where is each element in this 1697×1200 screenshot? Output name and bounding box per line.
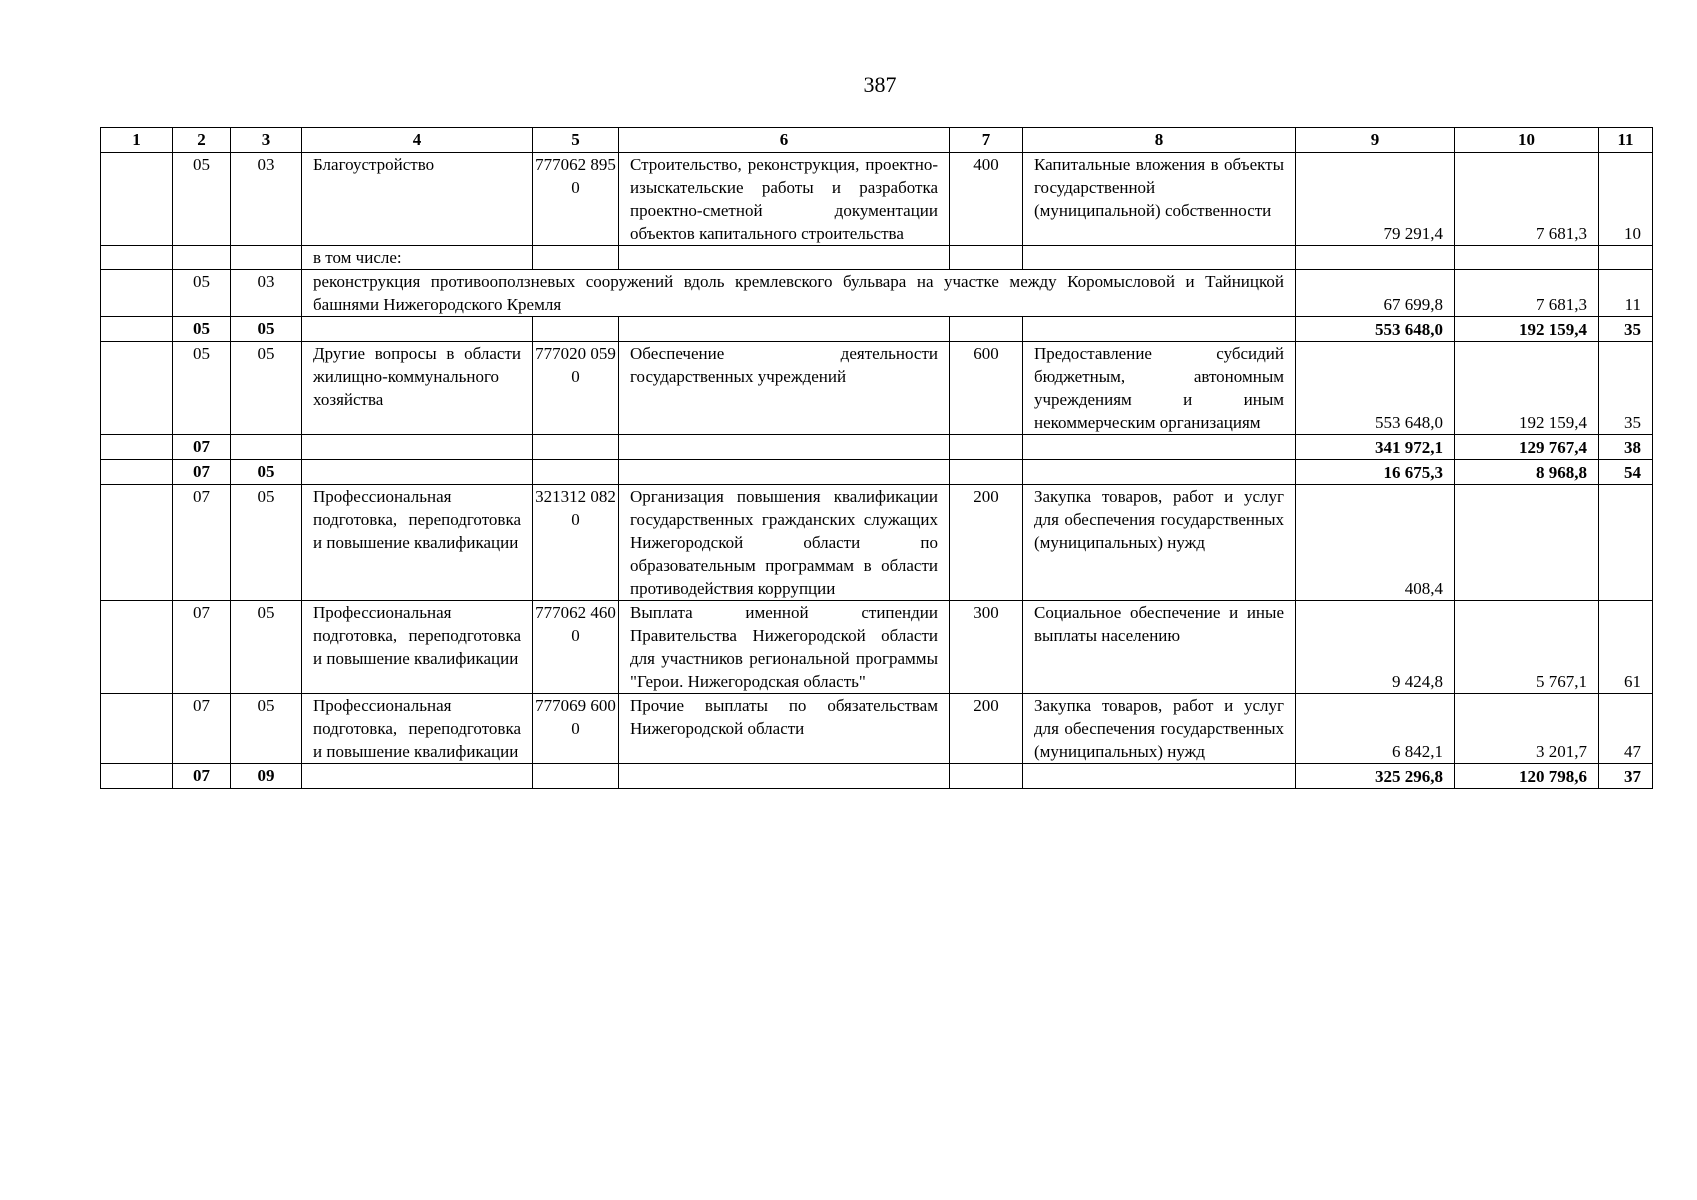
cell-object-description: реконструкция противооползневых сооружений вдоль кремлевского бульвара на участке между Коромысловой и Тайницкой башнями Нижегородского Кремля (302, 270, 1296, 317)
cell-value-9: 341 972,1 (1296, 435, 1455, 460)
cell-name: Профессиональная подготовка, переподготовка и повышение квалификации (302, 485, 533, 601)
cell-empty (101, 694, 173, 764)
cell-empty (1023, 246, 1296, 270)
cell-empty (302, 764, 533, 789)
cell-value-10: 7 681,3 (1455, 270, 1599, 317)
cell-value-10 (1455, 485, 1599, 601)
table-row (101, 270, 1653, 317)
cell-target-code: 777062 4600 (533, 601, 619, 694)
cell-value-9: 325 296,8 (1296, 764, 1455, 789)
cell-empty (101, 460, 173, 485)
cell-empty (101, 270, 173, 317)
cell-value-11: 35 (1599, 342, 1653, 435)
cell-empty (1023, 317, 1296, 342)
cell-empty (1023, 435, 1296, 460)
cell-empty (101, 317, 173, 342)
header-cell: 8 (1023, 128, 1296, 153)
header-cell: 3 (231, 128, 302, 153)
cell-target-name: Обеспечение деятельности государственных учреждений (619, 342, 950, 435)
cell-empty (231, 435, 302, 460)
cell-value-11: 38 (1599, 435, 1653, 460)
cell-empty (950, 460, 1023, 485)
cell-value-9: 6 842,1 (1296, 694, 1455, 764)
header-cell: 2 (173, 128, 231, 153)
cell-value-10: 5 767,1 (1455, 601, 1599, 694)
cell-subsection: 05 (231, 694, 302, 764)
cell-empty (533, 764, 619, 789)
cell-expense-code: 200 (950, 694, 1023, 764)
cell-subsection: 05 (231, 317, 302, 342)
cell-section: 07 (173, 694, 231, 764)
cell-expense-code: 200 (950, 485, 1023, 601)
header-cell: 10 (1455, 128, 1599, 153)
cell-empty (173, 246, 231, 270)
cell-empty (101, 435, 173, 460)
cell-value-11: 35 (1599, 317, 1653, 342)
cell-name: Другие вопросы в области жилищно-коммунального хозяйства (302, 342, 533, 435)
cell-value-11: 10 (1599, 153, 1653, 246)
cell-col1 (101, 153, 173, 246)
cell-empty (950, 246, 1023, 270)
cell-empty (619, 317, 950, 342)
cell-name: Профессиональная подготовка, переподготовка и повышение квалификации (302, 694, 533, 764)
cell-empty (1599, 246, 1653, 270)
cell-subsection: 05 (231, 460, 302, 485)
cell-empty (101, 342, 173, 435)
cell-section: 07 (173, 601, 231, 694)
table-row (101, 153, 1653, 246)
cell-expense-code: 600 (950, 342, 1023, 435)
cell-empty (533, 317, 619, 342)
cell-value-9: 67 699,8 (1296, 270, 1455, 317)
cell-expense-code: 300 (950, 601, 1023, 694)
cell-empty (231, 246, 302, 270)
cell-section: 05 (173, 270, 231, 317)
header-cell: 5 (533, 128, 619, 153)
cell-empty (1023, 764, 1296, 789)
cell-target-name: Выплата именной стипендии Правительства Нижегородской области для участников региональной программы "Герои. Нижегородская область" (619, 601, 950, 694)
header-cell: 1 (101, 128, 173, 153)
table-row (101, 485, 1653, 601)
cell-empty (101, 601, 173, 694)
cell-empty (302, 435, 533, 460)
cell-section: 05 (173, 317, 231, 342)
cell-empty (619, 246, 950, 270)
cell-empty (101, 485, 173, 601)
header-cell: 4 (302, 128, 533, 153)
cell-value-10: 129 767,4 (1455, 435, 1599, 460)
cell-target-name: Строительство, реконструкция, проектно-изыскательские работы и разработка проектно-сметной документации объектов капитального строительства (619, 153, 950, 246)
cell-expense-name: Социальное обеспечение и иные выплаты населению (1023, 601, 1296, 694)
cell-value-10: 192 159,4 (1455, 342, 1599, 435)
cell-section: 07 (173, 485, 231, 601)
cell-subsection: 05 (231, 601, 302, 694)
cell-value-11: 37 (1599, 764, 1653, 789)
cell-empty (533, 460, 619, 485)
cell-value-11: 54 (1599, 460, 1653, 485)
subtotal-row (101, 435, 1653, 460)
cell-target-code: 321312 0820 (533, 485, 619, 601)
cell-target-name: Прочие выплаты по обязательствам Нижегородской области (619, 694, 950, 764)
cell-name: Профессиональная подготовка, переподготовка и повышение квалификации (302, 601, 533, 694)
table-row (101, 246, 1653, 270)
cell-value-9: 16 675,3 (1296, 460, 1455, 485)
cell-value-11 (1599, 485, 1653, 601)
table-row (101, 601, 1653, 694)
cell-expense-name: Закупка товаров, работ и услуг для обеспечения государственных (муниципальных) нужд (1023, 485, 1296, 601)
cell-value-9: 408,4 (1296, 485, 1455, 601)
header-cell: 7 (950, 128, 1023, 153)
cell-value-11: 61 (1599, 601, 1653, 694)
cell-subsection: 09 (231, 764, 302, 789)
cell-value-10: 8 968,8 (1455, 460, 1599, 485)
cell-empty (1296, 246, 1455, 270)
subtotal-row (101, 317, 1653, 342)
cell-value-10: 120 798,6 (1455, 764, 1599, 789)
cell-value-9: 79 291,4 (1296, 153, 1455, 246)
cell-expense-name: Закупка товаров, работ и услуг для обеспечения государственных (муниципальных) нужд (1023, 694, 1296, 764)
cell-section: 07 (173, 435, 231, 460)
table-row (101, 694, 1653, 764)
cell-empty (619, 764, 950, 789)
cell-name: Благоустройство (302, 153, 533, 246)
cell-section: 07 (173, 764, 231, 789)
cell-empty (101, 246, 173, 270)
cell-target-code: 777020 0590 (533, 342, 619, 435)
page-number: 387 (863, 72, 897, 97)
cell-empty (533, 246, 619, 270)
cell-section: 07 (173, 460, 231, 485)
cell-subsection: 03 (231, 270, 302, 317)
cell-empty (950, 317, 1023, 342)
subtotal-row (101, 460, 1653, 485)
cell-empty (619, 460, 950, 485)
cell-value-11: 47 (1599, 694, 1653, 764)
header-cell: 9 (1296, 128, 1455, 153)
cell-empty (533, 435, 619, 460)
cell-subsection: 05 (231, 485, 302, 601)
cell-empty (950, 435, 1023, 460)
cell-empty (619, 435, 950, 460)
cell-expense-name: Предоставление субсидий бюджетным, автономным учреждениям и иным некоммерческим организациям (1023, 342, 1296, 435)
cell-empty (1023, 460, 1296, 485)
cell-target-code: 777062 8950 (533, 153, 619, 246)
cell-note: в том числе: (302, 246, 533, 270)
header-row (101, 128, 1653, 153)
cell-empty (950, 764, 1023, 789)
cell-expense-code: 400 (950, 153, 1023, 246)
cell-target-name: Организация повышения квалификации государственных гражданских служащих Нижегородской области по образовательным программам в области противодействия коррупции (619, 485, 950, 601)
cell-target-code: 777069 6000 (533, 694, 619, 764)
header-cell: 11 (1599, 128, 1653, 153)
cell-empty (302, 317, 533, 342)
cell-value-9: 553 648,0 (1296, 342, 1455, 435)
subtotal-row (101, 764, 1653, 789)
cell-value-9: 553 648,0 (1296, 317, 1455, 342)
cell-empty (302, 460, 533, 485)
cell-value-10: 3 201,7 (1455, 694, 1599, 764)
cell-value-10: 7 681,3 (1455, 153, 1599, 246)
cell-value-11: 11 (1599, 270, 1653, 317)
cell-section: 05 (173, 153, 231, 246)
cell-subsection: 03 (231, 153, 302, 246)
cell-empty (1455, 246, 1599, 270)
table-row (101, 342, 1653, 435)
header-cell: 6 (619, 128, 950, 153)
cell-expense-name: Капитальные вложения в объекты государственной (муниципальной) собственности (1023, 153, 1296, 246)
cell-empty (101, 764, 173, 789)
cell-subsection: 05 (231, 342, 302, 435)
budget-table (100, 127, 1653, 789)
cell-section: 05 (173, 342, 231, 435)
cell-value-10: 192 159,4 (1455, 317, 1599, 342)
cell-value-9: 9 424,8 (1296, 601, 1455, 694)
